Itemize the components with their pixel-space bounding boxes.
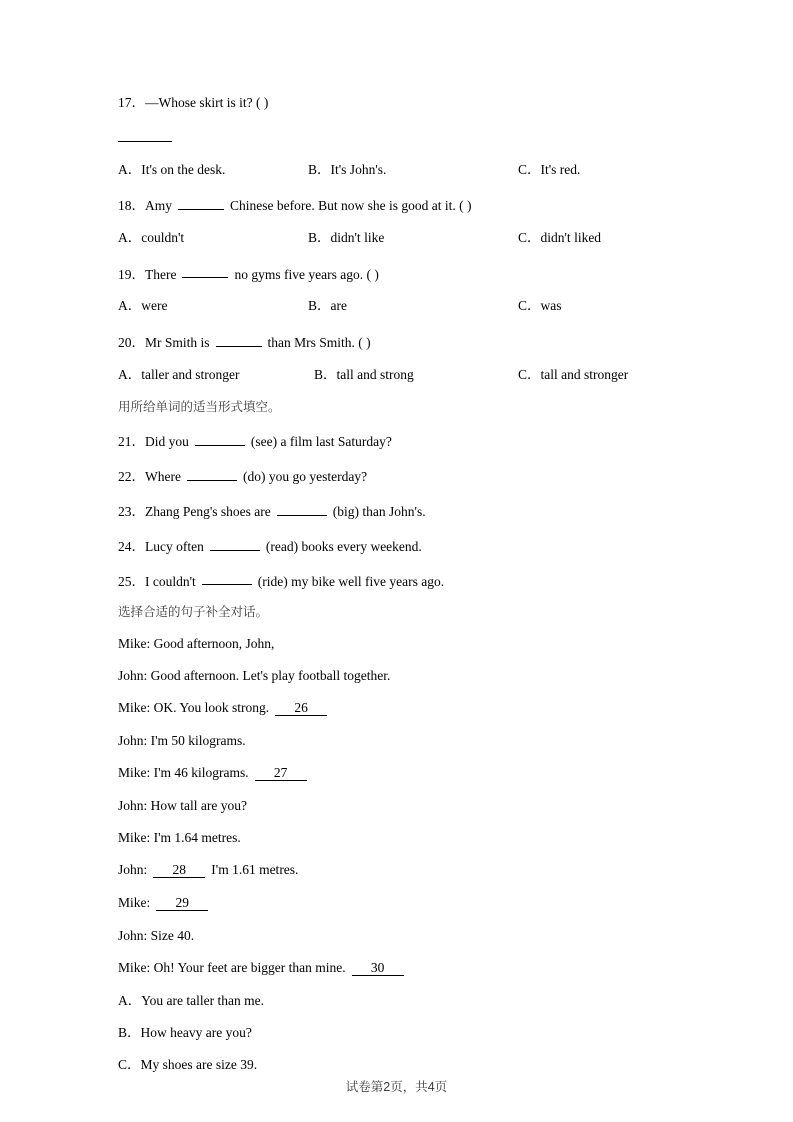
question-19-options <box>118 299 678 314</box>
answer-blank-26[interactable]: 26 <box>275 701 327 716</box>
dialogue-text: Mike: OK. You look strong. <box>118 700 270 716</box>
option-c[interactable]: C．It's red. <box>518 161 581 177</box>
option-b[interactable]: B．are <box>308 298 347 314</box>
dialogue-line <box>118 766 678 781</box>
answer-blank[interactable] <box>178 196 224 210</box>
option-b[interactable]: B．tall and strong <box>314 366 414 382</box>
question-21-pre: 21．Did you <box>118 434 189 450</box>
question-20-text-pre: 20．Mr Smith is <box>118 334 210 350</box>
option-b[interactable]: B．It's John's. <box>308 161 387 177</box>
question-17-text: 17．—Whose skirt is it? ( ) <box>118 95 269 110</box>
question-18-text-post: Chinese before. But now she is good at it. ( ) <box>230 198 472 214</box>
question-24 <box>118 537 678 553</box>
answer-blank-27[interactable]: 27 <box>255 766 307 781</box>
dialogue-line <box>118 637 678 651</box>
question-17-stem <box>118 96 678 110</box>
dialogue-line <box>118 929 678 943</box>
option-c[interactable]: C．was <box>518 298 562 314</box>
answer-blank[interactable] <box>195 432 245 446</box>
dialogue-text: Mike: Good afternoon, John, <box>118 636 275 652</box>
question-18-options <box>118 231 678 246</box>
section-3-heading: 选择合适的句子补全对话。 <box>118 605 269 620</box>
dialogue-line <box>118 799 678 813</box>
option-a[interactable]: A．It's on the desk. <box>118 161 226 177</box>
dialogue-line <box>118 831 678 845</box>
exam-content <box>118 96 678 1090</box>
question-24-pre: 24．Lucy often <box>118 538 204 554</box>
dialogue-text: Mike: Oh! Your feet are bigger than mine. <box>118 960 346 976</box>
question-23 <box>118 502 678 518</box>
dialogue-line <box>118 896 678 911</box>
dialogue-text: Mike: I'm 46 kilograms. <box>118 765 249 781</box>
dialogue-line <box>118 669 678 683</box>
question-20-stem <box>118 333 678 349</box>
section-2-heading: 用所给单词的适当形式填空。 <box>118 400 281 415</box>
dialogue-text: John: Size 40. <box>118 928 195 944</box>
question-23-pre: 23．Zhang Peng's shoes are <box>118 503 271 519</box>
dialogue-text: John: Good afternoon. Let's play football together. <box>118 668 391 684</box>
answer-blank[interactable] <box>182 265 228 279</box>
dialogue-text: Mike: I'm 1.64 metres. <box>118 830 241 846</box>
choice-b-label: B．How heavy are you? <box>118 1025 252 1041</box>
question-18-text-pre: 18．Amy <box>118 198 172 214</box>
page-footer: 试卷第2页，共4页 <box>345 1080 448 1094</box>
answer-blank[interactable] <box>216 333 262 347</box>
dialogue-text: Mike: <box>118 895 151 911</box>
choice-a-label: A．You are taller than me. <box>118 993 264 1009</box>
choice-b[interactable] <box>118 1026 678 1040</box>
question-20-text-post: than Mrs Smith. ( ) <box>267 334 371 350</box>
answer-blank[interactable] <box>202 572 252 586</box>
answer-blank[interactable] <box>277 502 327 516</box>
question-17-answer-line <box>118 128 678 144</box>
question-22-post: (do) you go yesterday? <box>242 468 368 484</box>
option-a[interactable]: A．couldn't <box>118 230 185 246</box>
answer-blank[interactable] <box>210 537 260 551</box>
question-21-post: (see) a film last Saturday? <box>250 434 392 450</box>
question-18-stem <box>118 196 678 212</box>
question-22-pre: 22．Where <box>118 468 181 484</box>
option-c[interactable]: C．didn't liked <box>518 230 602 246</box>
dialogue-text: John: <box>118 862 148 878</box>
question-22 <box>118 467 678 483</box>
question-19-text-pre: 19．There <box>118 266 177 282</box>
dialogue-text: John: How tall are you? <box>118 798 247 814</box>
question-21 <box>118 432 678 448</box>
dialogue-line <box>118 863 678 878</box>
option-b[interactable]: B．didn't like <box>308 230 385 246</box>
question-17-options <box>118 163 678 178</box>
question-25-pre: 25．I couldn't <box>118 573 196 589</box>
question-25-post: (ride) my bike well five years ago. <box>257 573 445 589</box>
dialogue-line <box>118 734 678 748</box>
question-25 <box>118 572 678 588</box>
choice-c-label: C．My shoes are size 39. <box>118 1057 258 1073</box>
dialogue-line <box>118 701 678 716</box>
answer-blank-29[interactable]: 29 <box>156 896 208 911</box>
answer-blank[interactable] <box>118 128 172 142</box>
dialogue-text-post: I'm 1.61 metres. <box>211 862 299 878</box>
dialogue-text: John: I'm 50 kilograms. <box>118 733 246 749</box>
question-20-options <box>118 368 678 383</box>
choice-c[interactable] <box>118 1058 678 1072</box>
dialogue-line <box>118 961 678 976</box>
option-a[interactable]: A．taller and stronger <box>118 366 240 382</box>
question-23-post: (big) than John's. <box>332 503 426 519</box>
option-c[interactable]: C．tall and stronger <box>518 366 629 382</box>
question-19-stem <box>118 265 678 281</box>
answer-blank-28[interactable]: 28 <box>153 863 205 878</box>
answer-blank-30[interactable]: 30 <box>352 961 404 976</box>
option-a[interactable]: A．were <box>118 298 168 314</box>
question-19-text-post: no gyms five years ago. ( ) <box>234 266 379 282</box>
choice-a[interactable] <box>118 994 678 1008</box>
question-24-post: (read) books every weekend. <box>265 538 422 554</box>
answer-blank[interactable] <box>187 467 237 481</box>
